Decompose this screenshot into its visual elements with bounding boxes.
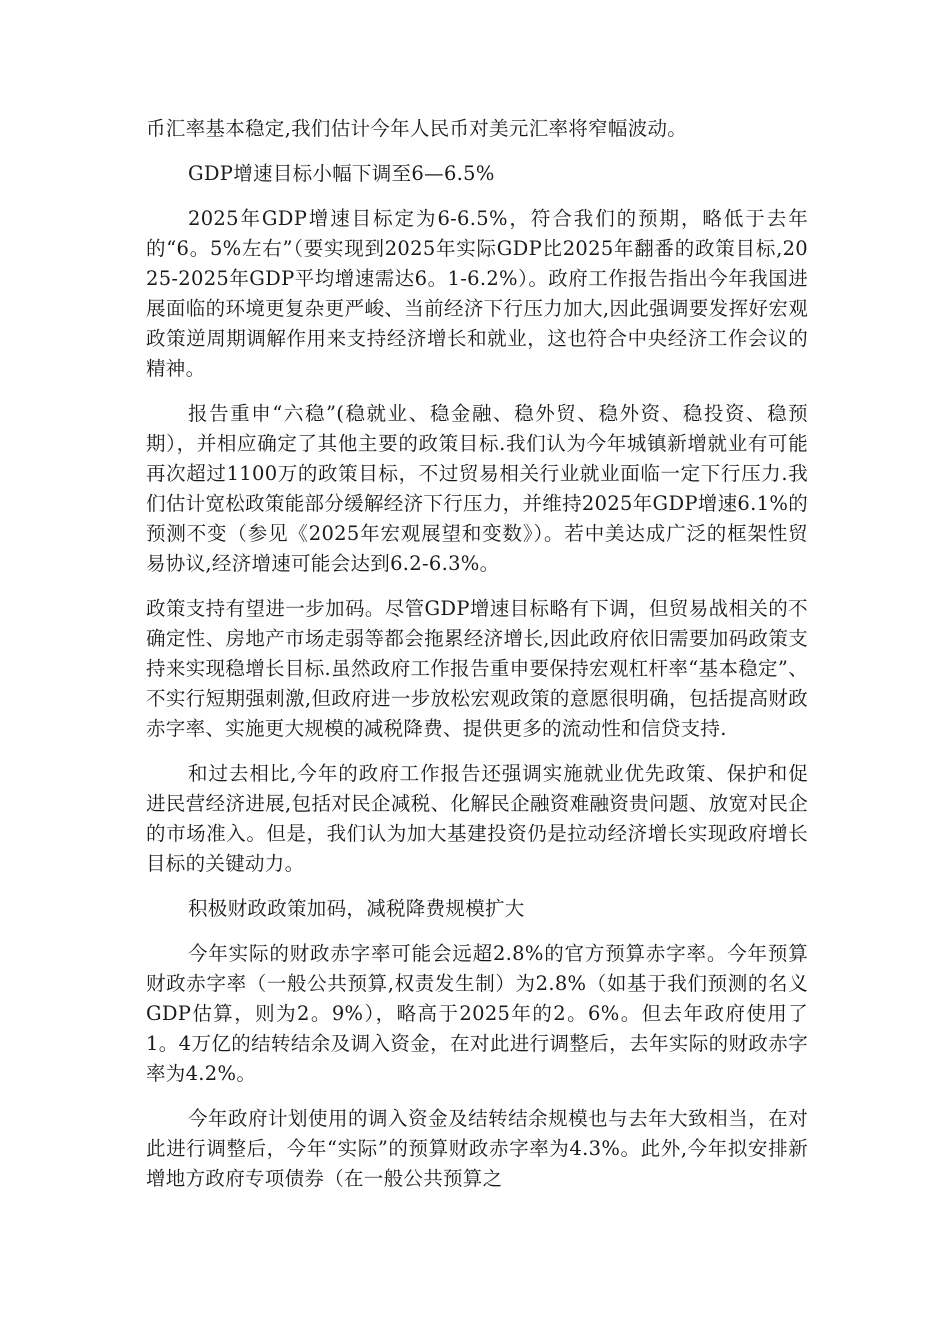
heading-fiscal-policy: 积极财政政策加码，减税降费规模扩大 bbox=[188, 897, 525, 920]
paragraph-transfer-funds: 今年政府计划使用的调入资金及结转结余规模也与去年大致相当，在对此进行调整后，今年“实际”的预算财政赤字率为4.3%。此外,今年拟安排新增地方政府专项债券（在一般公共预算之 bbox=[146, 1107, 808, 1190]
paragraph-exchange-rate: 币汇率基本稳定,我们估计今年人民币对美元汇率将窄幅波动。 bbox=[146, 117, 688, 140]
paragraph-fiscal-deficit: 今年实际的财政赤字率可能会远超2.8%的官方预算赤字率。今年预算财政赤字率（一般公共预算,权责发生制）为2.8%（如基于我们预测的名义GDP估算，则为2。9%），略高于2025年的2。6%。但去年政府使用了1。4万亿的结转结余及调入资金，在对此进行调整后，去年实际的财政赤字率为4.2%。 bbox=[146, 942, 808, 1085]
paragraph-private-economy: 和过去相比,今年的政府工作报告还强调实施就业优先政策、保护和促进民营经济进展,包括对民企减税、化解民企融资难融资贵问题、放宽对民企的市场准入。但是，我们认为加大基建投资仍是拉动经济增长实现政府增长目标的关键动力。 bbox=[146, 762, 808, 875]
heading-gdp-target: GDP增速目标小幅下调至6—6.5% bbox=[188, 162, 495, 185]
paragraph-gdp-target: 2025年GDP增速目标定为6-6.5%，符合我们的预期，略低于去年的“6。5%左右”（要实现到2025年实际GDP比2025年翻番的政策目标,2025-2025年GDP平均增速需达6。1-6.2%）。政府工作报告指出今年我国进展面临的环境更复杂更严峻、当前经济下行压力加大,因此强调要发挥好宏观政策逆周期调解作用来支持经济增长和就业，这也符合中央经济工作会议的精神。 bbox=[146, 207, 808, 380]
paragraph-six-stabilities: 报告重申“六稳”(稳就业、稳金融、稳外贸、稳外资、稳投资、稳预期），并相应确定了其他主要的政策目标.我们认为今年城镇新增就业有可能再次超过1100万的政策目标，不过贸易相关行业就业面临一定下行压力.我们估计宽松政策能部分缓解经济下行压力，并维持2025年GDP增速6.1%的预测不变（参见《2025年宏观展望和变数》）。若中美达成广泛的框架性贸易协议,经济增速可能会达到6.2-6.3%。 bbox=[146, 402, 808, 575]
document-page bbox=[146, 114, 808, 1194]
paragraph-policy-support: 政策支持有望进一步加码。尽管GDP增速目标略有下调，但贸易战相关的不确定性、房地产市场走弱等都会拖累经济增长,因此政府依旧需要加码政策支持来实现稳增长目标.虽然政府工作报告重申要保持宏观杠杆率“基本稳定”、不实行短期强刺激,但政府进一步放松宏观政策的意愿很明确，包括提高财政赤字率、实施更大规模的减税降费、提供更多的流动性和信贷支持. bbox=[146, 597, 808, 740]
